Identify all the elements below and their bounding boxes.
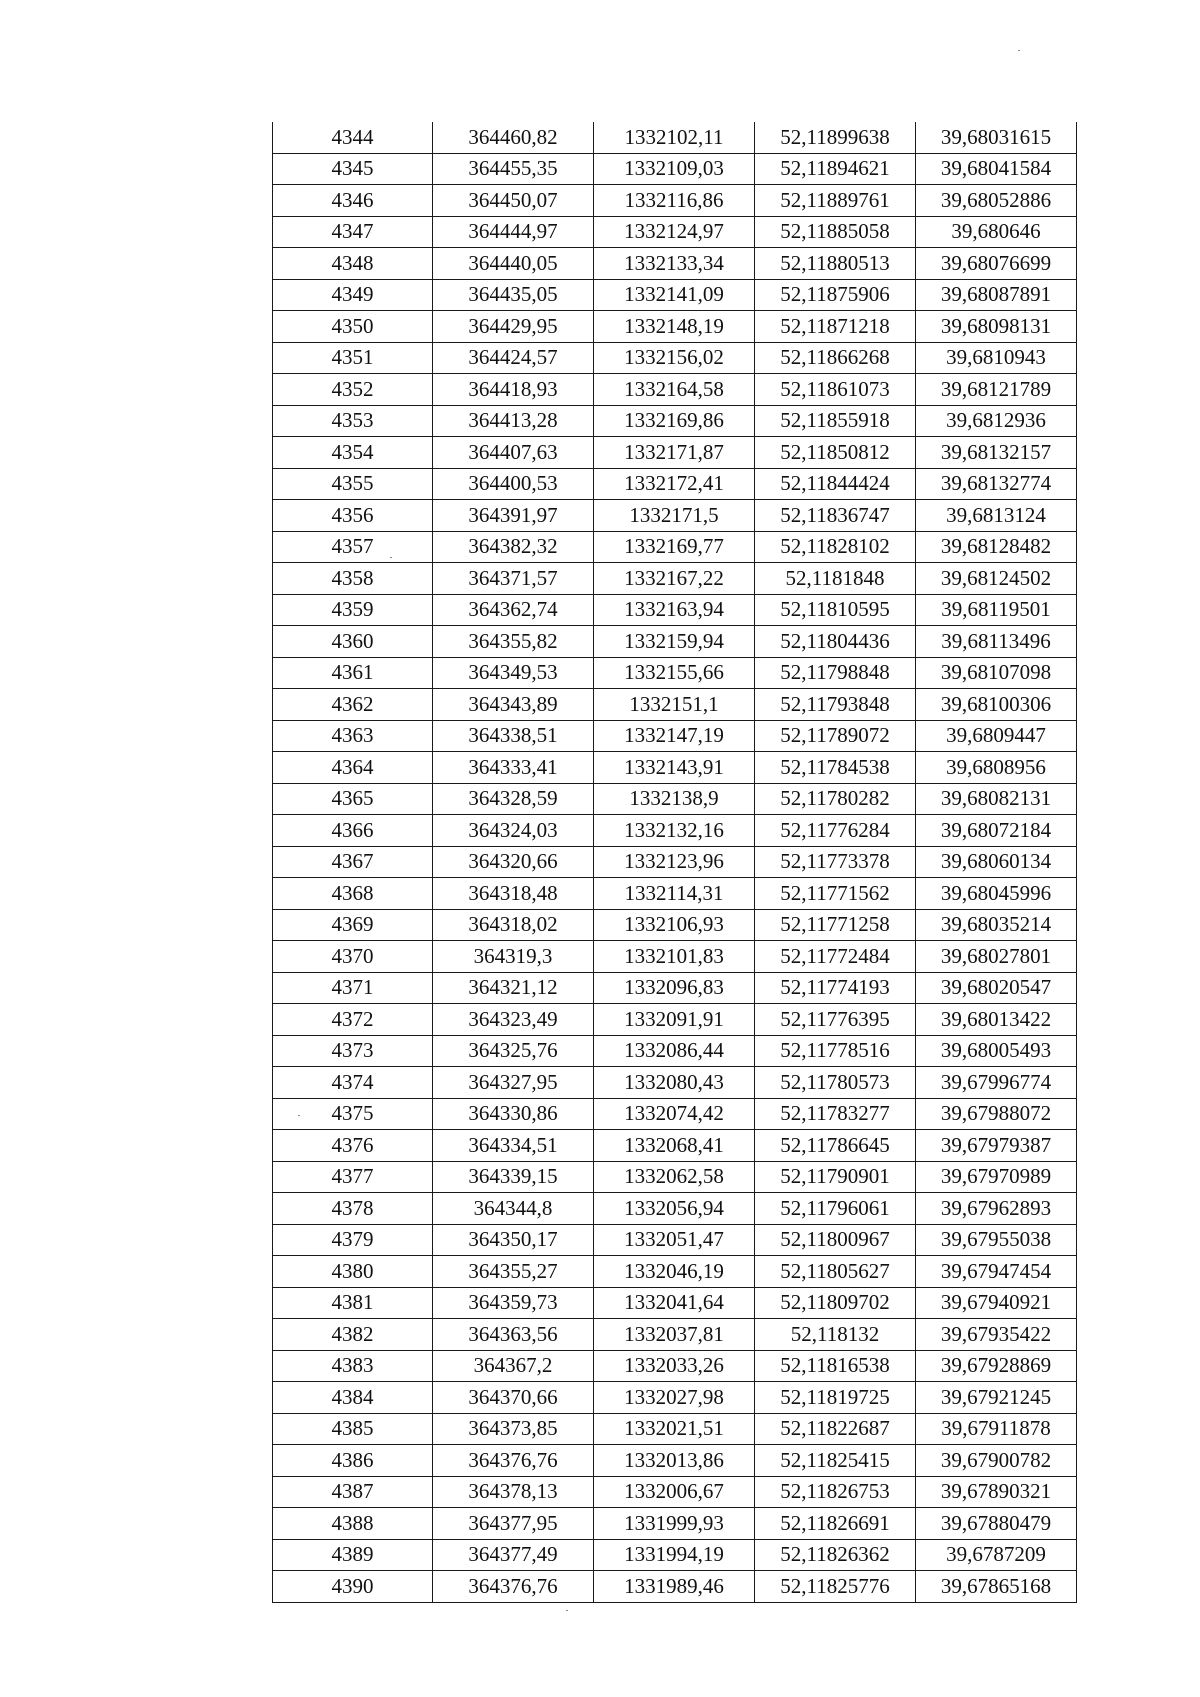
cell-x-coordinate: 364418,93: [433, 374, 594, 406]
cell-point-number: 4390: [273, 1571, 433, 1603]
cell-latitude: 52,11790901: [755, 1161, 916, 1193]
cell-y-coordinate: 1332156,02: [594, 342, 755, 374]
cell-longitude: 39,68113496: [916, 626, 1077, 658]
table-row: [273, 122, 1077, 153]
cell-x-coordinate: 364413,28: [433, 405, 594, 437]
table-row: [273, 1193, 1077, 1225]
cell-longitude: 39,68128482: [916, 531, 1077, 563]
cell-longitude: 39,68020547: [916, 972, 1077, 1004]
table-row: [273, 374, 1077, 406]
cell-y-coordinate: 1332171,87: [594, 437, 755, 469]
cell-latitude: 52,11894621: [755, 153, 916, 185]
cell-longitude: 39,67955038: [916, 1224, 1077, 1256]
table-row: [273, 468, 1077, 500]
cell-y-coordinate: 1332051,47: [594, 1224, 755, 1256]
cell-point-number: 4371: [273, 972, 433, 1004]
cell-point-number: 4356: [273, 500, 433, 532]
cell-x-coordinate: 364319,3: [433, 941, 594, 973]
cell-latitude: 52,11805627: [755, 1256, 916, 1288]
cell-x-coordinate: 364367,2: [433, 1350, 594, 1382]
cell-longitude: 39,68027801: [916, 941, 1077, 973]
cell-y-coordinate: 1332033,26: [594, 1350, 755, 1382]
cell-y-coordinate: 1332169,77: [594, 531, 755, 563]
table-row: [273, 941, 1077, 973]
cell-longitude: 39,68072184: [916, 815, 1077, 847]
cell-latitude: 52,11774193: [755, 972, 916, 1004]
cell-latitude: 52,11776395: [755, 1004, 916, 1036]
cell-longitude: 39,68107098: [916, 657, 1077, 689]
table-row: [273, 846, 1077, 878]
cell-x-coordinate: 364355,82: [433, 626, 594, 658]
table-row: [273, 1445, 1077, 1477]
cell-y-coordinate: 1332155,66: [594, 657, 755, 689]
cell-point-number: 4344: [273, 122, 433, 153]
table-row: [273, 437, 1077, 469]
scan-speck: [1018, 50, 1020, 51]
cell-longitude: 39,67996774: [916, 1067, 1077, 1099]
table-row: [273, 311, 1077, 343]
cell-point-number: 4377: [273, 1161, 433, 1193]
cell-y-coordinate: 1332037,81: [594, 1319, 755, 1351]
cell-point-number: 4386: [273, 1445, 433, 1477]
cell-y-coordinate: 1332114,31: [594, 878, 755, 910]
table-row: [273, 342, 1077, 374]
cell-latitude: 52,11771562: [755, 878, 916, 910]
cell-x-coordinate: 364400,53: [433, 468, 594, 500]
cell-point-number: 4374: [273, 1067, 433, 1099]
cell-point-number: 4387: [273, 1476, 433, 1508]
cell-y-coordinate: 1332164,58: [594, 374, 755, 406]
cell-point-number: 4352: [273, 374, 433, 406]
cell-latitude: 52,11793848: [755, 689, 916, 721]
cell-x-coordinate: 364328,59: [433, 783, 594, 815]
cell-longitude: 39,68045996: [916, 878, 1077, 910]
cell-longitude: 39,67970989: [916, 1161, 1077, 1193]
cell-point-number: 4384: [273, 1382, 433, 1414]
cell-point-number: 4359: [273, 594, 433, 626]
table-row: [273, 405, 1077, 437]
cell-longitude: 39,68005493: [916, 1035, 1077, 1067]
table-row: [273, 752, 1077, 784]
cell-longitude: 39,67935422: [916, 1319, 1077, 1351]
cell-longitude: 39,67988072: [916, 1098, 1077, 1130]
cell-latitude: 52,11798848: [755, 657, 916, 689]
cell-longitude: 39,67928869: [916, 1350, 1077, 1382]
table-row: [273, 909, 1077, 941]
cell-longitude: 39,6812936: [916, 405, 1077, 437]
cell-point-number: 4366: [273, 815, 433, 847]
cell-y-coordinate: 1332056,94: [594, 1193, 755, 1225]
scan-speck: [298, 1115, 300, 1116]
cell-y-coordinate: 1332172,41: [594, 468, 755, 500]
cell-latitude: 52,11783277: [755, 1098, 916, 1130]
cell-longitude: 39,68052886: [916, 185, 1077, 217]
cell-longitude: 39,67890321: [916, 1476, 1077, 1508]
table-row: [273, 563, 1077, 595]
cell-longitude: 39,67940921: [916, 1287, 1077, 1319]
cell-x-coordinate: 364407,63: [433, 437, 594, 469]
cell-longitude: 39,6809447: [916, 720, 1077, 752]
cell-latitude: 52,11825776: [755, 1571, 916, 1603]
cell-x-coordinate: 364376,76: [433, 1445, 594, 1477]
cell-y-coordinate: 1332138,9: [594, 783, 755, 815]
cell-longitude: 39,68119501: [916, 594, 1077, 626]
cell-latitude: 52,11866268: [755, 342, 916, 374]
table-row: [273, 1539, 1077, 1571]
cell-longitude: 39,68100306: [916, 689, 1077, 721]
table-row: [273, 720, 1077, 752]
cell-x-coordinate: 364391,97: [433, 500, 594, 532]
cell-x-coordinate: 364343,89: [433, 689, 594, 721]
cell-y-coordinate: 1331999,93: [594, 1508, 755, 1540]
cell-longitude: 39,67911878: [916, 1413, 1077, 1445]
cell-latitude: 52,11771258: [755, 909, 916, 941]
cell-point-number: 4347: [273, 216, 433, 248]
cell-point-number: 4348: [273, 248, 433, 280]
cell-y-coordinate: 1332101,83: [594, 941, 755, 973]
cell-point-number: 4375: [273, 1098, 433, 1130]
table-row: [273, 1256, 1077, 1288]
cell-longitude: 39,68076699: [916, 248, 1077, 280]
cell-latitude: 52,11855918: [755, 405, 916, 437]
table-row: [273, 248, 1077, 280]
table-row: [273, 153, 1077, 185]
table-row: [273, 1382, 1077, 1414]
cell-latitude: 52,11804436: [755, 626, 916, 658]
cell-point-number: 4365: [273, 783, 433, 815]
table-row: [273, 1319, 1077, 1351]
table-row: [273, 1508, 1077, 1540]
cell-latitude: 52,11861073: [755, 374, 916, 406]
cell-y-coordinate: 1332006,67: [594, 1476, 755, 1508]
cell-y-coordinate: 1332091,91: [594, 1004, 755, 1036]
table-row: [273, 1350, 1077, 1382]
cell-point-number: 4345: [273, 153, 433, 185]
cell-x-coordinate: 364455,35: [433, 153, 594, 185]
cell-latitude: 52,11828102: [755, 531, 916, 563]
cell-x-coordinate: 364334,51: [433, 1130, 594, 1162]
cell-x-coordinate: 364370,66: [433, 1382, 594, 1414]
cell-x-coordinate: 364318,48: [433, 878, 594, 910]
cell-x-coordinate: 364444,97: [433, 216, 594, 248]
coordinates-table: [272, 122, 1077, 1603]
cell-longitude: 39,67865168: [916, 1571, 1077, 1603]
table-row: [273, 216, 1077, 248]
cell-latitude: 52,11796061: [755, 1193, 916, 1225]
cell-latitude: 52,11780282: [755, 783, 916, 815]
cell-latitude: 52,11819725: [755, 1382, 916, 1414]
cell-y-coordinate: 1332021,51: [594, 1413, 755, 1445]
cell-point-number: 4381: [273, 1287, 433, 1319]
table-row: [273, 878, 1077, 910]
cell-point-number: 4389: [273, 1539, 433, 1571]
cell-y-coordinate: 1332163,94: [594, 594, 755, 626]
cell-latitude: 52,11789072: [755, 720, 916, 752]
cell-x-coordinate: 364349,53: [433, 657, 594, 689]
cell-longitude: 39,68013422: [916, 1004, 1077, 1036]
cell-latitude: 52,11826362: [755, 1539, 916, 1571]
cell-point-number: 4361: [273, 657, 433, 689]
cell-y-coordinate: 1332143,91: [594, 752, 755, 784]
cell-point-number: 4367: [273, 846, 433, 878]
table-row: [273, 689, 1077, 721]
cell-x-coordinate: 364318,02: [433, 909, 594, 941]
cell-longitude: 39,67947454: [916, 1256, 1077, 1288]
table-row: [273, 972, 1077, 1004]
table-row: [273, 1067, 1077, 1099]
cell-latitude: 52,11826691: [755, 1508, 916, 1540]
cell-latitude: 52,118132: [755, 1319, 916, 1351]
cell-point-number: 4382: [273, 1319, 433, 1351]
cell-x-coordinate: 364371,57: [433, 563, 594, 595]
cell-longitude: 39,6787209: [916, 1539, 1077, 1571]
cell-latitude: 52,11836747: [755, 500, 916, 532]
cell-longitude: 39,680646: [916, 216, 1077, 248]
cell-x-coordinate: 364382,32: [433, 531, 594, 563]
cell-point-number: 4363: [273, 720, 433, 752]
table-row: [273, 657, 1077, 689]
cell-point-number: 4350: [273, 311, 433, 343]
cell-point-number: 4378: [273, 1193, 433, 1225]
cell-y-coordinate: 1332102,11: [594, 122, 755, 153]
cell-x-coordinate: 364320,66: [433, 846, 594, 878]
cell-x-coordinate: 364377,49: [433, 1539, 594, 1571]
cell-y-coordinate: 1332027,98: [594, 1382, 755, 1414]
cell-y-coordinate: 1332123,96: [594, 846, 755, 878]
cell-longitude: 39,67962893: [916, 1193, 1077, 1225]
cell-latitude: 52,11786645: [755, 1130, 916, 1162]
cell-y-coordinate: 1332116,86: [594, 185, 755, 217]
cell-latitude: 52,11885058: [755, 216, 916, 248]
cell-longitude: 39,68121789: [916, 374, 1077, 406]
cell-x-coordinate: 364429,95: [433, 311, 594, 343]
cell-y-coordinate: 1332151,1: [594, 689, 755, 721]
cell-latitude: 52,11810595: [755, 594, 916, 626]
cell-latitude: 52,11844424: [755, 468, 916, 500]
cell-longitude: 39,68132157: [916, 437, 1077, 469]
cell-point-number: 4369: [273, 909, 433, 941]
cell-point-number: 4353: [273, 405, 433, 437]
table-row: [273, 594, 1077, 626]
cell-latitude: 52,11809702: [755, 1287, 916, 1319]
table-row: [273, 1098, 1077, 1130]
table-row: [273, 783, 1077, 815]
cell-y-coordinate: 1332133,34: [594, 248, 755, 280]
cell-point-number: 4351: [273, 342, 433, 374]
cell-x-coordinate: 364327,95: [433, 1067, 594, 1099]
cell-longitude: 39,6813124: [916, 500, 1077, 532]
cell-latitude: 52,11784538: [755, 752, 916, 784]
cell-y-coordinate: 1332159,94: [594, 626, 755, 658]
cell-y-coordinate: 1332096,83: [594, 972, 755, 1004]
cell-y-coordinate: 1332013,86: [594, 1445, 755, 1477]
cell-latitude: 52,11816538: [755, 1350, 916, 1382]
table-row: [273, 1161, 1077, 1193]
cell-latitude: 52,11825415: [755, 1445, 916, 1477]
cell-y-coordinate: 1332132,16: [594, 815, 755, 847]
cell-x-coordinate: 364363,56: [433, 1319, 594, 1351]
cell-longitude: 39,67880479: [916, 1508, 1077, 1540]
cell-latitude: 52,11871218: [755, 311, 916, 343]
cell-point-number: 4383: [273, 1350, 433, 1382]
cell-point-number: 4357: [273, 531, 433, 563]
cell-y-coordinate: 1332106,93: [594, 909, 755, 941]
cell-longitude: 39,68087891: [916, 279, 1077, 311]
table-row: [273, 500, 1077, 532]
cell-longitude: 39,6810943: [916, 342, 1077, 374]
cell-y-coordinate: 1332074,42: [594, 1098, 755, 1130]
cell-point-number: 4372: [273, 1004, 433, 1036]
scan-speck: [566, 1610, 568, 1611]
cell-point-number: 4385: [273, 1413, 433, 1445]
cell-x-coordinate: 364460,82: [433, 122, 594, 153]
cell-x-coordinate: 364362,74: [433, 594, 594, 626]
cell-y-coordinate: 1332141,09: [594, 279, 755, 311]
cell-y-coordinate: 1332041,64: [594, 1287, 755, 1319]
cell-y-coordinate: 1332171,5: [594, 500, 755, 532]
cell-latitude: 52,11776284: [755, 815, 916, 847]
cell-y-coordinate: 1332167,22: [594, 563, 755, 595]
cell-y-coordinate: 1331989,46: [594, 1571, 755, 1603]
cell-y-coordinate: 1332169,86: [594, 405, 755, 437]
table-row: [273, 185, 1077, 217]
cell-x-coordinate: 364321,12: [433, 972, 594, 1004]
cell-point-number: 4368: [273, 878, 433, 910]
cell-latitude: 52,11875906: [755, 279, 916, 311]
cell-point-number: 4379: [273, 1224, 433, 1256]
cell-y-coordinate: 1332147,19: [594, 720, 755, 752]
cell-point-number: 4346: [273, 185, 433, 217]
cell-x-coordinate: 364325,76: [433, 1035, 594, 1067]
cell-x-coordinate: 364359,73: [433, 1287, 594, 1319]
cell-latitude: 52,11850812: [755, 437, 916, 469]
cell-point-number: 4358: [273, 563, 433, 595]
table-row: [273, 1130, 1077, 1162]
cell-x-coordinate: 364378,13: [433, 1476, 594, 1508]
cell-latitude: 52,11822687: [755, 1413, 916, 1445]
cell-x-coordinate: 364376,76: [433, 1571, 594, 1603]
cell-longitude: 39,68124502: [916, 563, 1077, 595]
table-row: [273, 626, 1077, 658]
cell-x-coordinate: 364324,03: [433, 815, 594, 847]
cell-x-coordinate: 364339,15: [433, 1161, 594, 1193]
cell-x-coordinate: 364333,41: [433, 752, 594, 784]
cell-latitude: 52,11889761: [755, 185, 916, 217]
table-row: [273, 1287, 1077, 1319]
cell-latitude: 52,11778516: [755, 1035, 916, 1067]
cell-latitude: 52,11780573: [755, 1067, 916, 1099]
cell-point-number: 4362: [273, 689, 433, 721]
coordinates-table-body: [273, 122, 1077, 1602]
scan-speck: [390, 557, 392, 558]
cell-longitude: 39,67979387: [916, 1130, 1077, 1162]
cell-longitude: 39,68132774: [916, 468, 1077, 500]
cell-y-coordinate: 1332068,41: [594, 1130, 755, 1162]
cell-longitude: 39,68031615: [916, 122, 1077, 153]
table-row: [273, 1004, 1077, 1036]
cell-y-coordinate: 1332062,58: [594, 1161, 755, 1193]
cell-y-coordinate: 1332109,03: [594, 153, 755, 185]
cell-longitude: 39,67900782: [916, 1445, 1077, 1477]
cell-longitude: 39,68060134: [916, 846, 1077, 878]
table-row: [273, 279, 1077, 311]
table-row: [273, 815, 1077, 847]
cell-x-coordinate: 364435,05: [433, 279, 594, 311]
table-row: [273, 1035, 1077, 1067]
cell-x-coordinate: 364373,85: [433, 1413, 594, 1445]
cell-longitude: 39,67921245: [916, 1382, 1077, 1414]
cell-point-number: 4349: [273, 279, 433, 311]
table-row: [273, 531, 1077, 563]
cell-y-coordinate: 1332080,43: [594, 1067, 755, 1099]
cell-point-number: 4364: [273, 752, 433, 784]
table-row: [273, 1224, 1077, 1256]
cell-point-number: 4376: [273, 1130, 433, 1162]
cell-y-coordinate: 1332086,44: [594, 1035, 755, 1067]
cell-longitude: 39,6808956: [916, 752, 1077, 784]
cell-point-number: 4373: [273, 1035, 433, 1067]
cell-x-coordinate: 364344,8: [433, 1193, 594, 1225]
cell-latitude: 52,11800967: [755, 1224, 916, 1256]
cell-longitude: 39,68098131: [916, 311, 1077, 343]
cell-latitude: 52,11899638: [755, 122, 916, 153]
cell-point-number: 4354: [273, 437, 433, 469]
table-row: [273, 1413, 1077, 1445]
table-row: [273, 1476, 1077, 1508]
cell-x-coordinate: 364338,51: [433, 720, 594, 752]
cell-point-number: 4360: [273, 626, 433, 658]
cell-point-number: 4388: [273, 1508, 433, 1540]
cell-point-number: 4355: [273, 468, 433, 500]
cell-x-coordinate: 364377,95: [433, 1508, 594, 1540]
cell-x-coordinate: 364350,17: [433, 1224, 594, 1256]
cell-longitude: 39,68082131: [916, 783, 1077, 815]
cell-latitude: 52,11826753: [755, 1476, 916, 1508]
cell-y-coordinate: 1332124,97: [594, 216, 755, 248]
cell-latitude: 52,11773378: [755, 846, 916, 878]
cell-latitude: 52,11772484: [755, 941, 916, 973]
cell-y-coordinate: 1332046,19: [594, 1256, 755, 1288]
cell-x-coordinate: 364330,86: [433, 1098, 594, 1130]
cell-longitude: 39,68041584: [916, 153, 1077, 185]
cell-x-coordinate: 364424,57: [433, 342, 594, 374]
cell-x-coordinate: 364440,05: [433, 248, 594, 280]
cell-point-number: 4380: [273, 1256, 433, 1288]
cell-point-number: 4370: [273, 941, 433, 973]
cell-latitude: 52,1181848: [755, 563, 916, 595]
cell-y-coordinate: 1332148,19: [594, 311, 755, 343]
table-row: [273, 1571, 1077, 1603]
cell-longitude: 39,68035214: [916, 909, 1077, 941]
cell-x-coordinate: 364323,49: [433, 1004, 594, 1036]
cell-x-coordinate: 364450,07: [433, 185, 594, 217]
cell-x-coordinate: 364355,27: [433, 1256, 594, 1288]
cell-y-coordinate: 1331994,19: [594, 1539, 755, 1571]
cell-latitude: 52,11880513: [755, 248, 916, 280]
